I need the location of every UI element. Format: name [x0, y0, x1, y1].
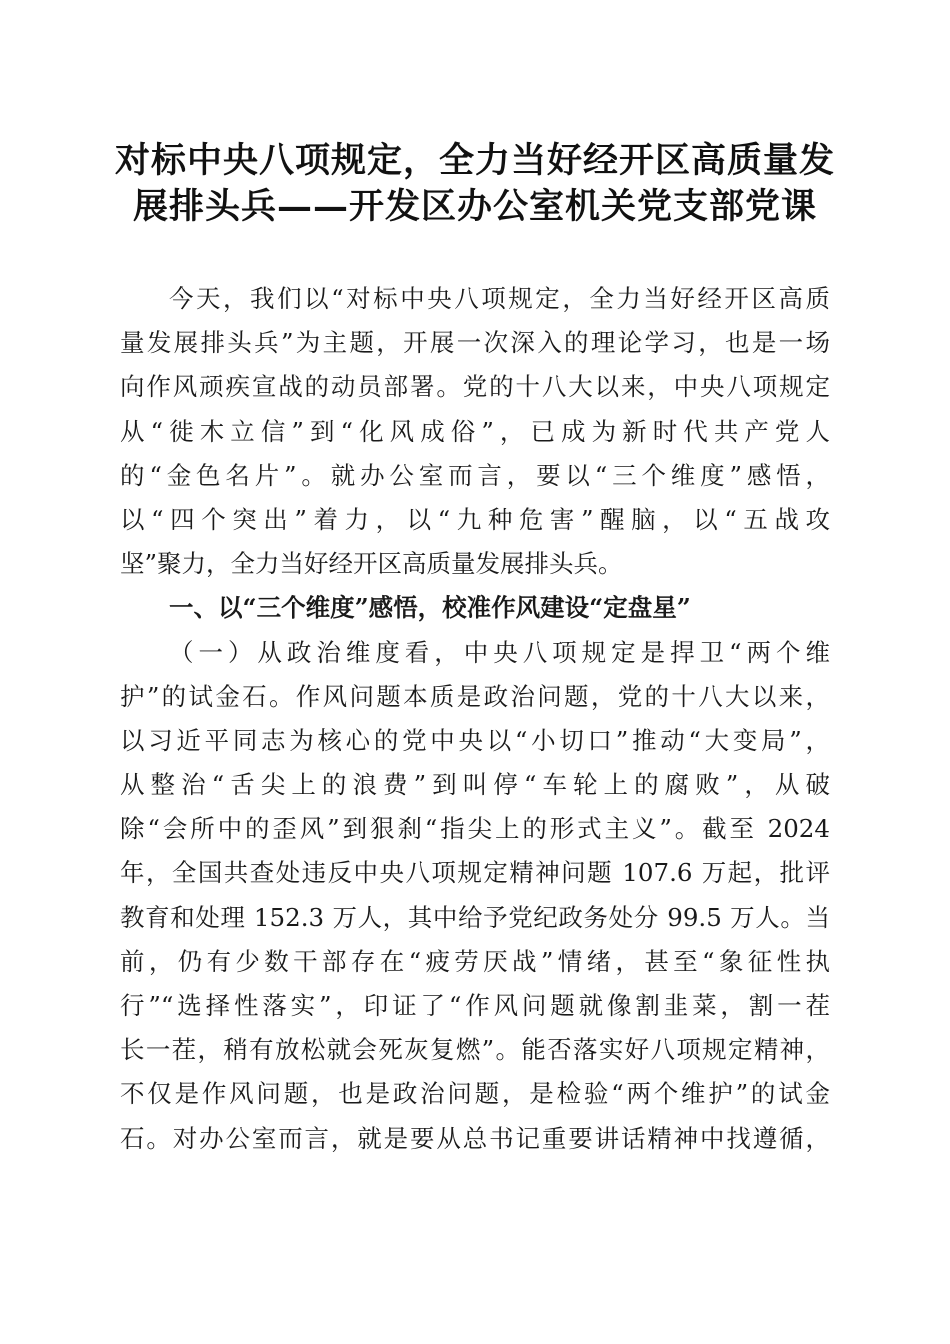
paragraph-line: （一）从政治维度看，中央八项规定是捍卫“两个维: [169, 637, 830, 667]
paragraph-line: 年，全国共查处违反中央八项规定精神问题 107.6 万起，批评: [120, 858, 830, 888]
paragraph-line: 坚”聚力，全力当好经开区高质量发展排头兵。: [120, 549, 623, 579]
paragraph-line: 向作风顽疾宣战的动员部署。党的十八大以来，中央八项规定: [120, 372, 830, 402]
paragraph-line: 行”“选择性落实”，印证了“作风问题就像割韭菜，割一茬: [120, 991, 830, 1020]
paragraph-line: 以“四个突出”着力，以“九种危害”醒脑，以“五战攻: [120, 504, 830, 534]
paragraph-line: 石。对办公室而言，就是要从总书记重要讲话精神中找遵循，: [120, 1123, 830, 1153]
paragraph-line: 量发展排头兵”为主题，开展一次深入的理论学习，也是一场: [120, 328, 830, 358]
paragraph-line: 不仅是作风问题，也是政治问题，是检验“两个维护”的试金: [120, 1079, 830, 1109]
title-line: 对标中央八项规定，全力当好经开区高质量发: [114, 140, 835, 181]
paragraph-line: 长一茬，稍有放松就会死灰复燃”。能否落实好八项规定精神，: [120, 1035, 830, 1065]
paragraph-line: 教育和处理 152.3 万人，其中给予党纪政务处分 99.5 万人。当: [120, 902, 830, 932]
title-line: 展排头兵——开发区办公室机关党支部党课: [132, 186, 817, 227]
paragraph-line: 从整治“舌尖上的浪费”到叫停“车轮上的腐败”，从破: [120, 770, 830, 800]
paragraph-line: 的“金色名片”。就办公室而言，要以“三个维度”感悟，: [120, 460, 830, 490]
paragraph-line: 今天，我们以“对标中央八项规定，全力当好经开区高质: [169, 284, 830, 313]
paragraph-line: 以习近平同志为核心的党中央以“小切口”推动“大变局”，: [120, 725, 830, 755]
intro-paragraph: [120, 277, 830, 1161]
document-title: [100, 138, 850, 230]
paragraph-line: 护”的试金石。作风问题本质是政治问题，党的十八大以来，: [120, 681, 830, 711]
section-heading-1: 一、以“三个维度”感悟，校准作风建设“定盘星”: [169, 593, 691, 623]
paragraph-line: 前，仍有少数干部存在“疲劳厌战”情绪，甚至“象征性执: [120, 946, 830, 976]
paragraph-line: 除“会所中的歪风”到狠刹“指尖上的形式主义”。截至 2024: [120, 814, 830, 844]
paragraph-line: 从“徙木立信”到“化风成俗”，已成为新时代共产党人: [120, 416, 830, 446]
